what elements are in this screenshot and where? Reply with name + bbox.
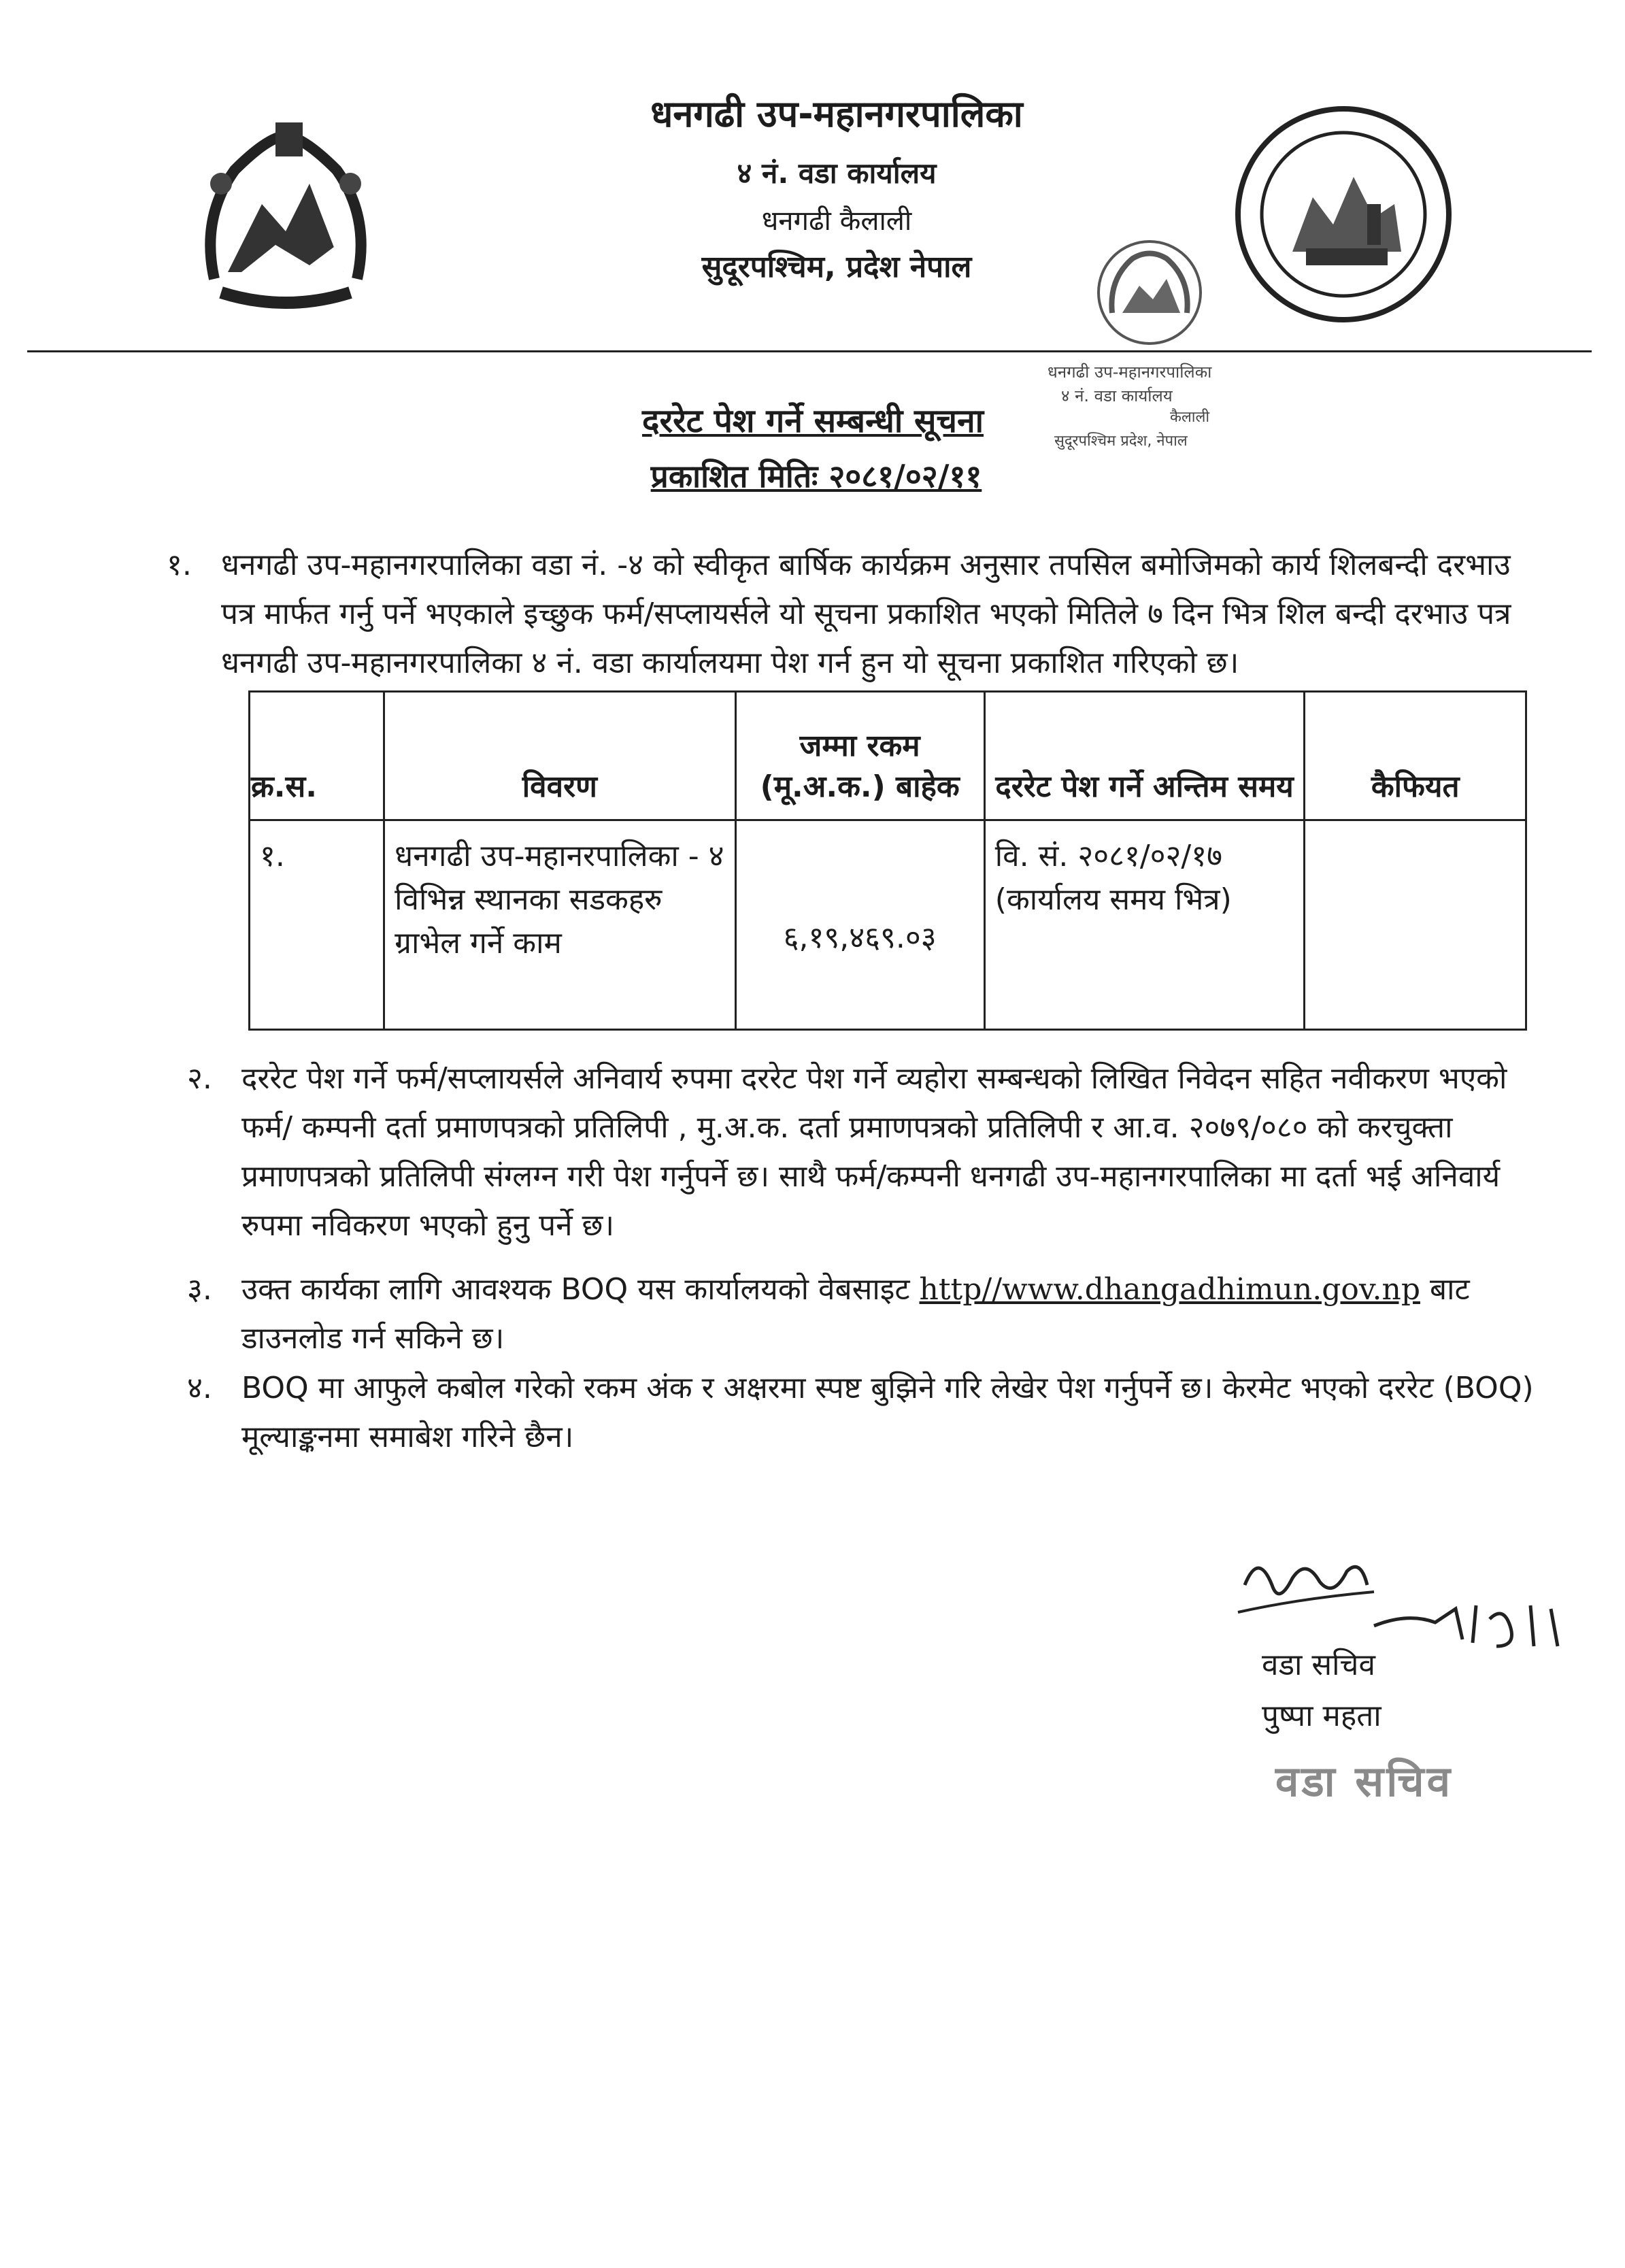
paragraph-4-number: ४. xyxy=(187,1371,212,1405)
paragraph-3-text-before: उक्त कार्यका लागि आवश्यक BOQ यस कार्यालयको वेबसाइट xyxy=(241,1272,920,1307)
col-header-amount: जम्मा रकम (मू.अ.क.) बाहेक xyxy=(735,692,984,820)
office-name: ४ नं. वडा कार्यालय xyxy=(737,156,937,190)
paragraph-1 xyxy=(167,541,1547,688)
paragraph-4-text: BOQ मा आफुले कबोल गरेको रकम अंक र अक्षरमा स्पष्ट बुझिने गरि लेखेर पेश गर्नुपर्ने छ। केरमेट भएको दररेट (BOQ) मूल्याङ्कनमा समाबेश गरिने छैन। xyxy=(241,1371,1534,1454)
signatory-name: पुष्पा महता xyxy=(1262,1699,1381,1733)
paragraph-2-number: २. xyxy=(187,1061,212,1096)
cell-sn: १. xyxy=(250,820,384,1030)
website-link[interactable]: http//www.dhangadhimun.gov.np xyxy=(919,1272,1420,1307)
paragraph-2 xyxy=(187,1054,1547,1250)
stamp-line-4: सुदूरपश्चिम प्रदेश, नेपाल xyxy=(1054,433,1188,450)
cell-amount: ६,१९,४६९.०३ xyxy=(735,820,984,1030)
paragraph-3 xyxy=(187,1265,1547,1363)
signature-stamp: वडा सचिव xyxy=(1275,1756,1454,1806)
paragraph-3-number: ३. xyxy=(187,1272,212,1307)
province-name: सुदूरपश्चिम, प्रदेश नेपाल xyxy=(701,250,972,284)
stamp-line-2: ४ नं. वडा कार्यालय xyxy=(1061,386,1173,405)
cell-deadline: वि. सं. २०८१/०२/१७ (कार्यालय समय भित्र) xyxy=(984,820,1305,1030)
col-header-description: विवरण xyxy=(384,692,735,820)
signatory-role: वडा सचिव xyxy=(1262,1648,1375,1682)
notice-title: दररेट पेश गर्ने सम्बन्धी सूचना xyxy=(641,402,984,440)
stamp-line-1: धनगढी उप-महानगरपालिका xyxy=(1048,363,1212,382)
paragraph-3-text-after: बाट डाउनलोड गर्न सकिने छ। xyxy=(241,1272,1470,1356)
paragraph-4 xyxy=(187,1364,1547,1462)
municipality-seal-icon xyxy=(1231,102,1456,327)
cell-remarks xyxy=(1305,820,1526,1030)
col-header-sn: क्र.स. xyxy=(250,692,384,820)
published-date: प्रकाशित मितिः २०८१/०२/११ xyxy=(650,458,982,495)
cell-description: धनगढी उप-महानरपालिका - ४ विभिन्न स्थानका सडकहरु ग्राभेल गर्ने काम xyxy=(384,820,735,1030)
ward-office-stamp-icon xyxy=(1041,231,1245,463)
col-header-remarks: कैफियत xyxy=(1305,692,1526,820)
org-name: धनगढी उप-महानगरपालिका xyxy=(650,93,1023,135)
stamp-line-3: कैलाली xyxy=(1170,409,1210,426)
nepal-emblem-icon xyxy=(173,109,398,333)
paragraph-1-number: १. xyxy=(167,548,192,582)
header-divider xyxy=(27,350,1592,352)
district-name: धनगढी कैलाली xyxy=(761,205,912,237)
paragraph-1-text: धनगढी उप-महानगरपालिका वडा नं. -४ को स्वीकृत बार्षिक कार्यक्रम अनुसार तपसिल बमोजिमको कार्य शिलबन्दी दरभाउ पत्र मार्फत गर्नु पर्ने भएकाले इच्छुक फर्म/सप्लायर्सले यो सूचना प्रकाशित भएको मितिले ७ दिन भित्र शिल बन्दी दरभाउ पत्र धनगढी उप-महानगरपालिका ४ नं. वडा कार्यालयमा पेश गर्न हुन यो सूचना प्रकाशित गरिएको छ। xyxy=(221,548,1511,680)
paragraph-2-text: दररेट पेश गर्ने फर्म/सप्लायर्सले अनिवार्य रुपमा दररेट पेश गर्ने व्यहोरा सम्बन्धको लिखित निवेदन सहित नवीकरण भएको फर्म/ कम्पनी दर्ता प्रमाणपत्रको प्रतिलिपी , मु.अ.क. दर्ता प्रमाणपत्रको प्रतिलिपी र आ.व. २०७९/०८० को करचुक्ता प्रमाणपत्रको प्रतिलिपी संग्लग्न गरी पेश गर्नुपर्ने छ। साथै फर्म/कम्पनी धनगढी उप-महानगरपालिका मा दर्ता भई अनिवार्य रुपमा नविकरण भएको हुनु पर्ने छ। xyxy=(241,1061,1507,1243)
table-header-row xyxy=(250,692,1526,820)
tender-table xyxy=(248,690,1527,1031)
table-row xyxy=(250,820,1526,1030)
col-header-deadline: दररेट पेश गर्ने अन्तिम समय xyxy=(984,692,1305,820)
